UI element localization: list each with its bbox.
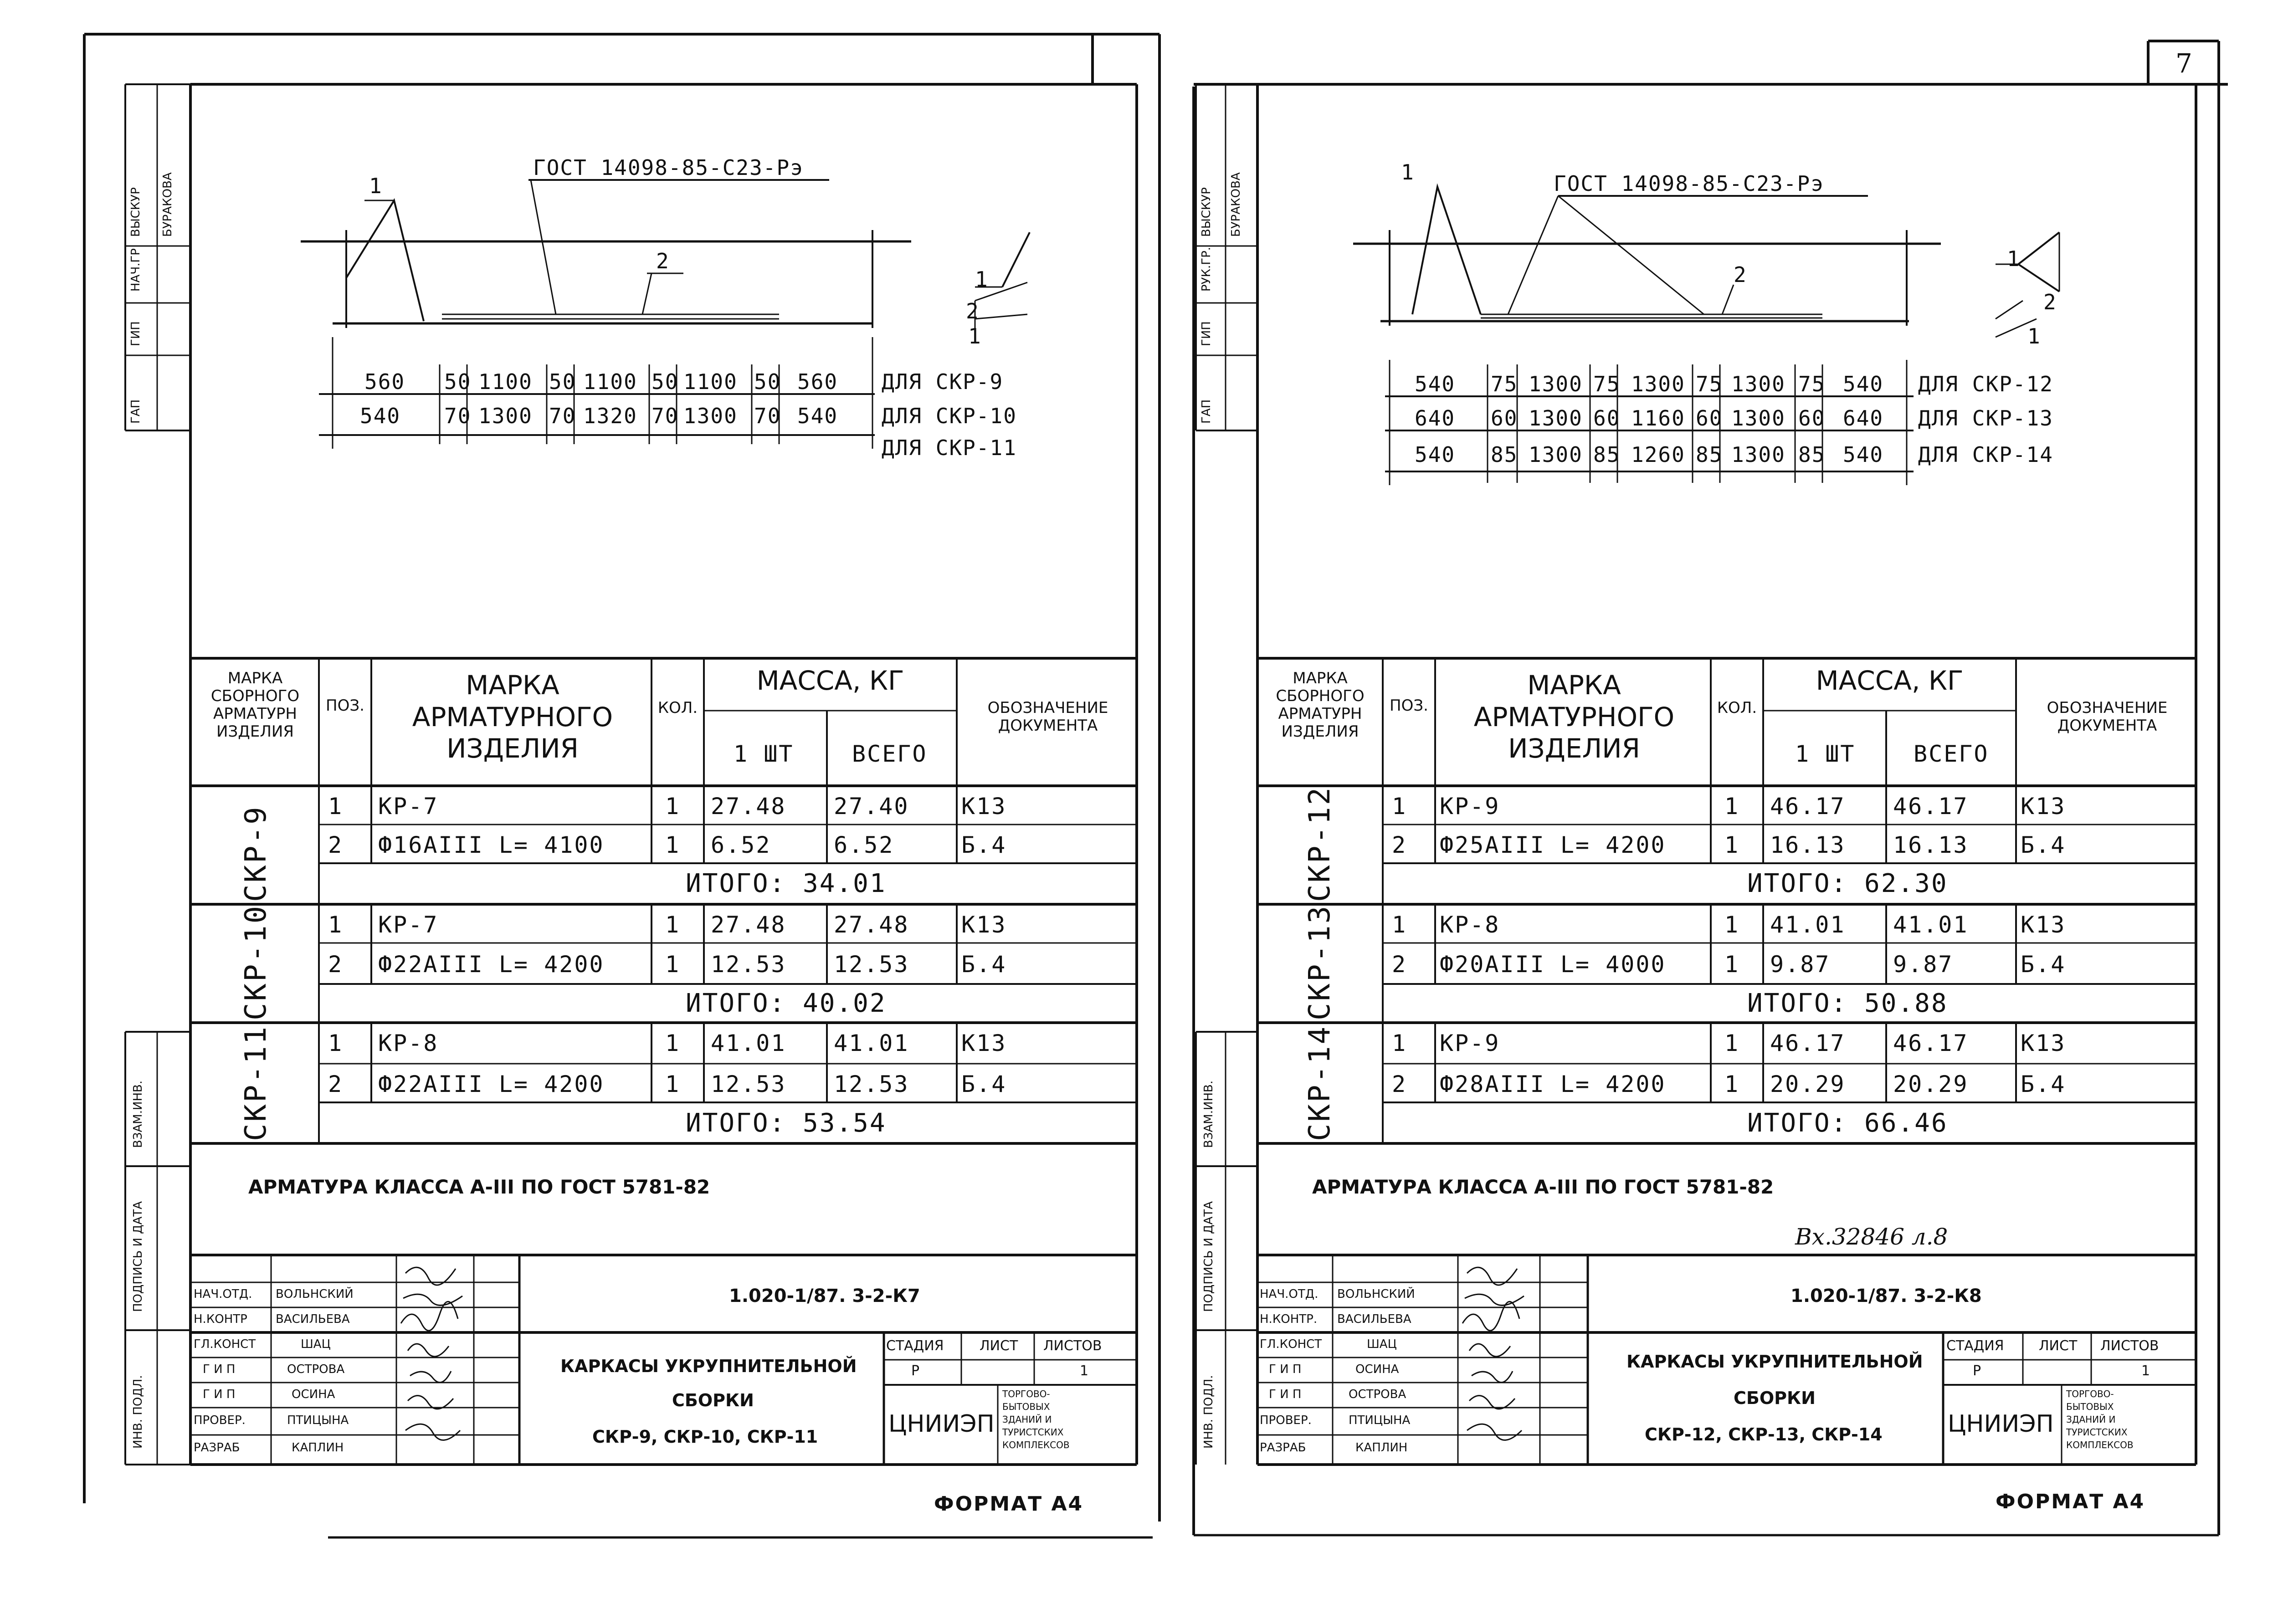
role-label: ПРОВЕР. [1260,1414,1312,1427]
cell-qty: 1 [1724,832,1740,858]
leader-label-1: 1 [1401,160,1415,184]
dim-cell: 75 [1491,372,1518,396]
organization-name: ЦНИИЭП [1948,1410,2054,1438]
role-label: Н.КОНТР [194,1312,247,1326]
sheet-number: 7 [2175,48,2192,79]
person-name: КАПЛИН [1355,1441,1408,1455]
org-sub-line: ТУРИСТСКИХ [1002,1427,1064,1438]
legend-label-1: 1 [975,267,989,292]
cell-qty: 1 [1724,951,1740,978]
dim-label: ДЛЯ СКР-10 [882,404,1017,428]
dim-cell: 75 [1696,372,1723,396]
dim-label: ДЛЯ СКР-12 [1918,372,2053,396]
cell-document: Б.4 [2021,1071,2066,1097]
cell-unit-mass: 46.17 [1770,793,1846,820]
dim-cell: 60 [1798,406,1826,430]
cell-unit-mass: 41.01 [711,1030,786,1056]
role-label: ПРОВЕР. [194,1414,246,1427]
cell-total-mass: 46.17 [1893,793,1969,820]
col-header-mass-total: ВСЕГО [852,741,928,767]
role-label: ГЛ.КОНСТ [1260,1337,1322,1351]
stage-header: СТАДИЯ [1946,1338,2004,1354]
legend-label-3: 1 [968,324,982,348]
cell-total-mass: 41.01 [1893,912,1969,938]
cell-pos: 2 [1392,1071,1407,1097]
group-total: ИТОГО: 40.02 [686,989,887,1018]
person-name: ШАЦ [1367,1337,1397,1351]
cell-qty: 1 [1724,793,1740,820]
side-stamp-name: ВЫСКУР [1200,187,1213,237]
cell-item: Ф28АIII L= 4200 [1440,1071,1666,1097]
org-sub-line: ЗДАНИЙ И [2066,1414,2116,1425]
col-header-mass-total: ВСЕГО [1914,741,1989,767]
role-label: Г И П [1269,1388,1302,1401]
cell-unit-mass: 12.53 [711,1071,786,1097]
cell-unit-mass: 41.01 [1770,912,1846,938]
group-total: ИТОГО: 53.54 [686,1108,887,1138]
drawing-title-line: СКР-12, СКР-13, СКР-14 [1645,1424,1883,1445]
dim-cell: 85 [1798,442,1826,467]
cell-document: Б.4 [2021,832,2066,858]
cell-total-mass: 46.17 [1893,1030,1969,1056]
dim-cell: 85 [1593,442,1621,467]
cell-unit-mass: 20.29 [1770,1071,1846,1097]
cell-item: КР-8 [378,1030,439,1056]
cell-item: Ф25АIII L= 4200 [1440,832,1666,858]
cell-total-mass: 41.01 [834,1030,909,1056]
cell-total-mass: 27.48 [834,912,909,938]
cell-unit-mass: 27.48 [711,793,786,820]
person-name: ВОЛЬНСКИЙ [1337,1287,1415,1301]
cell-document: Б.4 [961,951,1007,978]
margin-label: ВЗАМ.ИНВ. [1202,1080,1216,1148]
col-header-mass: МАССА, КГ [1816,665,1964,696]
dim-cell: 1300 [1631,372,1685,396]
cell-pos: 1 [1392,793,1407,820]
cell-pos: 1 [328,1030,344,1056]
dim-label: ДЛЯ СКР-14 [1918,442,2053,467]
cell-item: КР-7 [378,793,439,820]
group-total: ИТОГО: 34.01 [686,869,887,898]
role-label: РАЗРАБ [194,1441,240,1455]
cell-qty: 1 [665,1071,681,1097]
sheets-value: 1 [1080,1363,1089,1379]
cell-pos: 1 [328,912,344,938]
org-sub-line: БЫТОВЫХ [1002,1401,1050,1412]
dim-cell: 85 [1696,442,1723,467]
signature-strokes [396,1255,474,1465]
org-sub-line: БЫТОВЫХ [2066,1401,2114,1412]
gost-label: ГОСТ 14098-85-С23-Рэ [533,155,804,180]
cell-total-mass: 20.29 [1893,1071,1969,1097]
org-sub-line: ТОРГОВО- [1002,1388,1050,1399]
cell-pos: 1 [1392,1030,1407,1056]
cell-qty: 1 [665,951,681,978]
reinforcement-note: АРМАТУРА КЛАССА А-III ПО ГОСТ 5781-82 [248,1176,710,1198]
cell-total-mass: 12.53 [834,1071,909,1097]
col-header-mass: МАССА, КГ [756,665,904,696]
group-total: ИТОГО: 66.46 [1747,1108,1948,1138]
role-label: Г И П [203,1363,236,1376]
cell-document: Б.4 [961,832,1007,858]
dim-cell: 1320 [583,404,637,428]
leader-label-2: 2 [656,249,670,273]
person-name: ОСТРОВА [287,1363,345,1376]
col-header-item-mark: МАРКА АРМАТУРНОГО ИЗДЕЛИЯ [1473,670,1675,764]
sheets-value: 1 [2141,1363,2150,1379]
cell-total-mass: 6.52 [834,832,894,858]
dim-cell: 1100 [583,369,637,394]
cell-qty: 1 [665,1030,681,1056]
archive-note: Вх.32846 л.8 [1795,1224,1948,1250]
role-label: НАЧ.ОТД. [1260,1287,1319,1301]
stage-value: Р [911,1363,920,1379]
col-header-mass-unit: 1 ШТ [734,741,794,767]
assembly-mark: СКР-14 [1303,1025,1337,1141]
col-header-pos: ПОЗ. [326,697,364,715]
cell-unit-mass: 6.52 [711,832,771,858]
dim-cell: 1300 [1529,372,1583,396]
dim-label: ДЛЯ СКР-13 [1918,406,2053,430]
assembly-mark: СКР-13 [1303,904,1337,1020]
side-stamp-role: РУК.ГР. [1200,246,1213,292]
reinforcement-note: АРМАТУРА КЛАССА А-III ПО ГОСТ 5781-82 [1312,1176,1774,1198]
role-label: Н.КОНТР. [1260,1312,1318,1326]
side-stamp-role: ГИП [129,321,143,346]
cell-item: КР-8 [1440,912,1500,938]
cell-document: К13 [961,1030,1007,1056]
dim-cell: 50 [444,369,472,394]
person-name: ВОЛЬНСКИЙ [276,1287,354,1301]
format-label: ФОРМАТ А4 [934,1492,1084,1516]
side-stamp-role: ГИП [1200,321,1213,346]
cell-total-mass: 9.87 [1893,951,1954,978]
cell-qty: 1 [665,832,681,858]
gost-label: ГОСТ 14098-85-С23-Рэ [1554,171,1824,196]
cell-document: К13 [2021,793,2066,820]
cell-unit-mass: 16.13 [1770,832,1846,858]
dim-cell: 1300 [1731,406,1785,430]
dim-cell: 1300 [1731,442,1785,467]
assembly-mark: СКР-12 [1303,785,1337,902]
assembly-mark: СКР-9 [239,805,273,902]
sheet-header: ЛИСТ [980,1338,1018,1354]
margin-label: ИНВ. ПОДЛ. [1202,1375,1216,1449]
org-sub-line: ТОРГОВО- [2066,1388,2114,1399]
org-sub-line: ЗДАНИЙ И [1002,1414,1052,1425]
cell-qty: 1 [665,793,681,820]
dim-cell: 1160 [1631,406,1685,430]
format-label: ФОРМАТ А4 [1996,1490,2145,1513]
signature-strokes [1458,1255,1540,1465]
cell-document: К13 [2021,912,2066,938]
org-sub-line: ТУРИСТСКИХ [2066,1427,2128,1438]
margin-label: ИНВ. ПОДЛ. [131,1375,145,1449]
cell-total-mass: 16.13 [1893,832,1969,858]
person-name: ПТИЦЫНА [1349,1414,1411,1427]
drawing-title-line: КАРКАСЫ УКРУПНИТЕЛЬНОЙ [560,1356,857,1376]
dim-cell: 75 [1593,372,1621,396]
col-header-qty: КОЛ. [657,699,698,717]
drawing-title-line: СБОРКИ [1734,1388,1816,1408]
dim-cell: 60 [1491,406,1518,430]
col-header-item-mark: МАРКА АРМАТУРНОГО ИЗДЕЛИЯ [412,670,613,764]
cell-total-mass: 27.40 [834,793,909,820]
dim-cell: 60 [1593,406,1621,430]
side-stamp-name: ВЫСКУР [129,187,143,237]
cell-qty: 1 [665,912,681,938]
dim-cell: 75 [1798,372,1826,396]
col-header-mass-unit: 1 ШТ [1795,741,1856,767]
cell-document: К13 [961,912,1007,938]
dim-cell: 1300 [478,404,533,428]
dim-cell: 1300 [1529,442,1583,467]
dim-cell: 1300 [1529,406,1583,430]
dim-cell: 540 [1415,372,1456,396]
sheets-header: ЛИСТОВ [1043,1338,1102,1354]
margin-label: ПОДПИСЬ И ДАТА [1202,1201,1216,1312]
person-name: ШАЦ [301,1337,331,1351]
dim-cell: 560 [364,369,405,394]
cell-document: К13 [961,793,1007,820]
cell-document: Б.4 [2021,951,2066,978]
margin-label: ВЗАМ.ИНВ. [131,1080,145,1148]
dim-cell: 1300 [1731,372,1785,396]
dim-cell: 1260 [1631,442,1685,467]
cell-item: Ф22АIII L= 4200 [378,1071,605,1097]
role-label: НАЧ.ОТД. [194,1287,252,1301]
group-total: ИТОГО: 50.88 [1747,989,1948,1018]
side-stamp-name: БУРАКОВА [161,172,174,237]
cell-unit-mass: 46.17 [1770,1030,1846,1056]
dim-cell: 1100 [683,369,738,394]
legend-label-2: 2 [2043,290,2057,314]
cell-unit-mass: 27.48 [711,912,786,938]
role-label: РАЗРАБ [1260,1441,1306,1455]
person-name: ОСИНА [1355,1363,1399,1376]
cell-pos: 2 [328,832,344,858]
person-name: ВАСИЛЬЕВА [1337,1312,1411,1326]
dim-cell: 540 [1843,442,1884,467]
org-sub-line: КОМПЛЕКСОВ [1002,1440,1070,1450]
cell-qty: 1 [1724,912,1740,938]
dim-cell: 50 [549,369,576,394]
sheet-header: ЛИСТ [2039,1338,2078,1354]
dim-cell: 60 [1696,406,1723,430]
document-code: 1.020-1/87. 3-2-К7 [729,1286,920,1306]
dim-cell: 50 [652,369,679,394]
stage-header: СТАДИЯ [886,1338,944,1354]
col-header-document: ОБОЗНАЧЕНИЕ ДОКУМЕНТА [2047,699,2168,735]
side-stamp-role: ГАП [1200,399,1213,424]
side-stamp-role: ГАП [129,399,143,424]
assembly-mark: СКР-10 [239,904,273,1020]
leader-label-2: 2 [1734,262,1747,287]
cell-item: КР-9 [1440,793,1500,820]
dim-cell: 50 [754,369,781,394]
role-label: Г И П [1269,1363,1302,1376]
person-name: ВАСИЛЬЕВА [276,1312,350,1326]
cell-unit-mass: 12.53 [711,951,786,978]
cell-item: Ф20АIII L= 4000 [1440,951,1666,978]
col-header-assembly-mark: МАРКА СБОРНОГО АРМАТУРН ИЗДЕЛИЯ [210,669,300,741]
col-header-qty: КОЛ. [1717,699,1757,717]
cell-item: Ф16АIII L= 4100 [378,832,605,858]
dim-cell: 640 [1415,406,1456,430]
cell-pos: 2 [328,951,344,978]
side-stamp-role: НАЧ.ГР [129,248,143,292]
person-name: ОСИНА [292,1388,335,1401]
leader-label-1: 1 [369,174,383,198]
cell-qty: 1 [1724,1030,1740,1056]
col-header-pos: ПОЗ. [1390,697,1428,715]
cell-pos: 1 [1392,912,1407,938]
dim-label: ДЛЯ СКР-11 [882,435,1017,460]
cell-document: К13 [2021,1030,2066,1056]
document-code: 1.020-1/87. 3-2-К8 [1791,1286,1982,1306]
group-total: ИТОГО: 62.30 [1747,869,1948,898]
side-stamp-name: БУРАКОВА [1229,172,1243,237]
dim-cell: 540 [797,404,838,428]
col-header-document: ОБОЗНАЧЕНИЕ ДОКУМЕНТА [987,699,1108,735]
stage-value: Р [1973,1363,1981,1379]
dim-cell: 540 [1843,372,1884,396]
org-sub-line: КОМПЛЕКСОВ [2066,1440,2134,1450]
sheet-right [1166,0,2278,1624]
sheets-header: ЛИСТОВ [2100,1338,2159,1354]
legend-label-2: 2 [966,299,980,323]
cell-pos: 1 [328,793,344,820]
dim-cell: 70 [444,404,472,428]
assembly-mark: СКР-11 [239,1025,273,1141]
drawing-title-line: СБОРКИ [672,1390,754,1410]
organization-name: ЦНИИЭП [888,1410,995,1438]
dim-cell: 640 [1843,406,1884,430]
cell-item: КР-7 [378,912,439,938]
dim-cell: 540 [360,404,401,428]
dim-cell: 1300 [683,404,738,428]
cell-total-mass: 12.53 [834,951,909,978]
dim-cell: 540 [1415,442,1456,467]
person-name: ОСТРОВА [1349,1388,1406,1401]
role-label: ГЛ.КОНСТ [194,1337,256,1351]
dim-cell: 560 [797,369,838,394]
drawing-title-line: СКР-9, СКР-10, СКР-11 [592,1427,818,1447]
cell-item: Ф22АIII L= 4200 [378,951,605,978]
dim-cell: 70 [652,404,679,428]
dim-label: ДЛЯ СКР-9 [882,369,1004,394]
drawing-title-line: КАРКАСЫ УКРУПНИТЕЛЬНОЙ [1626,1352,1923,1372]
cell-pos: 2 [1392,832,1407,858]
cell-unit-mass: 9.87 [1770,951,1831,978]
cell-pos: 2 [1392,951,1407,978]
dim-cell: 70 [754,404,781,428]
person-name: ПТИЦЫНА [287,1414,349,1427]
cell-qty: 1 [1724,1071,1740,1097]
dim-cell: 85 [1491,442,1518,467]
role-label: Г И П [203,1388,236,1401]
dim-cell: 1100 [478,369,533,394]
margin-label: ПОДПИСЬ И ДАТА [131,1201,145,1312]
col-header-assembly-mark: МАРКА СБОРНОГО АРМАТУРН ИЗДЕЛИЯ [1276,669,1365,741]
dim-cell: 70 [549,404,576,428]
cell-item: КР-9 [1440,1030,1500,1056]
legend-label-3: 1 [2027,324,2041,348]
cell-pos: 2 [328,1071,344,1097]
cell-document: Б.4 [961,1071,1007,1097]
legend-label-1: 1 [2007,246,2021,271]
person-name: КАПЛИН [292,1441,344,1455]
